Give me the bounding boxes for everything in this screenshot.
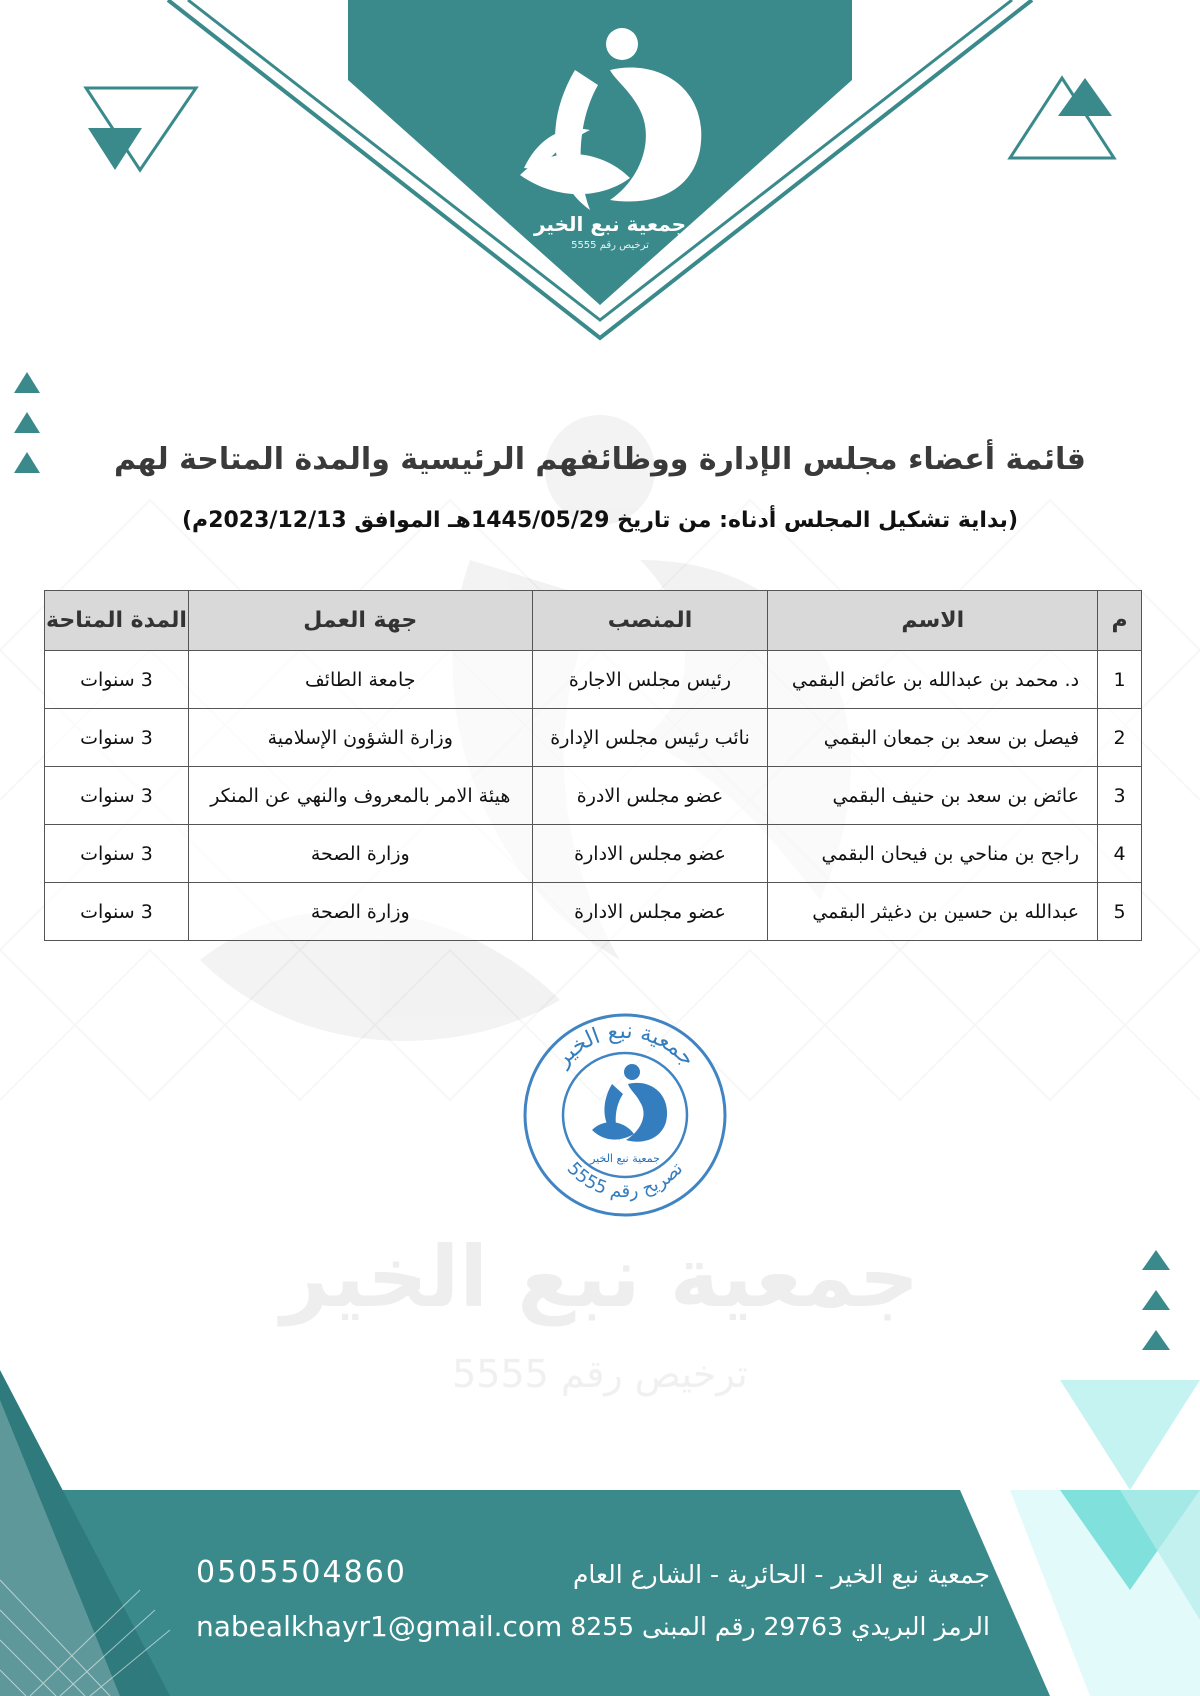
table-row xyxy=(45,883,1142,941)
cell-employer: وزارة الصحة xyxy=(188,883,532,941)
association-stamp xyxy=(520,1010,730,1220)
header-index: م xyxy=(1098,591,1142,651)
cell-term: 3 سنوات xyxy=(45,883,189,941)
table-row xyxy=(45,709,1142,767)
logo-license: ترخيص رقم 5555 xyxy=(571,240,649,251)
cell-name: راجح بن مناحي بن فيحان البقمي xyxy=(768,825,1098,883)
cell-name: عائض بن سعد بن حنيف البقمي xyxy=(768,767,1098,825)
footer-email: nabealkhayr1@gmail.com xyxy=(196,1610,563,1643)
header-name: الاسم xyxy=(768,591,1098,651)
cell-index: 4 xyxy=(1098,825,1142,883)
cell-position: نائب رئيس مجلس الإدارة xyxy=(532,709,768,767)
table-row xyxy=(45,651,1142,709)
header-employer: جهة العمل xyxy=(188,591,532,651)
cell-term: 3 سنوات xyxy=(45,767,189,825)
stamp-logo-graphic xyxy=(592,1064,667,1142)
cell-name: د. محمد بن عبدالله بن عائض البقمي xyxy=(768,651,1098,709)
cell-employer: هيئة الامر بالمعروف والنهي عن المنكر xyxy=(188,767,532,825)
cell-index: 3 xyxy=(1098,767,1142,825)
board-members-table xyxy=(44,590,1142,941)
cell-term: 3 سنوات xyxy=(45,825,189,883)
footer-address-line1: جمعية نبع الخير - الحائرية - الشارع العام xyxy=(572,1560,990,1589)
cell-position: عضو مجلس الادارة xyxy=(532,825,768,883)
stamp-bottom-text: تصريح رقم 5555 xyxy=(562,1158,688,1203)
cell-name: عبدالله بن حسين بن دغيثر البقمي xyxy=(768,883,1098,941)
cell-employer: وزارة الشؤون الإسلامية xyxy=(188,709,532,767)
cell-term: 3 سنوات xyxy=(45,709,189,767)
cell-name: فيصل بن سعد بن جمعان البقمي xyxy=(768,709,1098,767)
watermark-name: جمعية نبع الخير xyxy=(280,1228,920,1326)
header-term: المدة المتاحة xyxy=(45,591,189,651)
table-row xyxy=(45,767,1142,825)
page-title: قائمة أعضاء مجلس الإدارة ووظائفهم الرئيسية والمدة المتاحة لهم xyxy=(114,442,1086,477)
footer-address-line2: الرمز البريدي 29763 رقم المبنى 8255 xyxy=(570,1612,990,1641)
watermark-license: ترخيص رقم 5555 xyxy=(452,1352,748,1396)
stamp-inner-name: جمعية نبع الخير xyxy=(590,1152,660,1165)
cell-position: عضو مجلس الادارة xyxy=(532,883,768,941)
cell-position: عضو مجلس الادرة xyxy=(532,767,768,825)
svg-text:جمعية نبع الخير xyxy=(549,1019,699,1072)
stamp-top-text: جمعية نبع الخير xyxy=(550,1018,700,1072)
cell-term: 3 سنوات xyxy=(45,651,189,709)
cell-index: 5 xyxy=(1098,883,1142,941)
page-subtitle: (بداية تشكيل المجلس أدناه: من تاريخ 1445/05/29هـ الموافق 2023/12/13م) xyxy=(182,508,1018,533)
table-row xyxy=(45,825,1142,883)
footer-phone: 0505504860 xyxy=(196,1555,407,1590)
header-position: المنصب xyxy=(532,591,768,651)
cell-position: رئيس مجلس الاجارة xyxy=(532,651,768,709)
cell-index: 2 xyxy=(1098,709,1142,767)
cell-employer: جامعة الطائف xyxy=(188,651,532,709)
logo-name: جمعية نبع الخير xyxy=(533,212,687,236)
cell-employer: وزارة الصحة xyxy=(188,825,532,883)
cell-index: 1 xyxy=(1098,651,1142,709)
table-header-row xyxy=(45,591,1142,651)
